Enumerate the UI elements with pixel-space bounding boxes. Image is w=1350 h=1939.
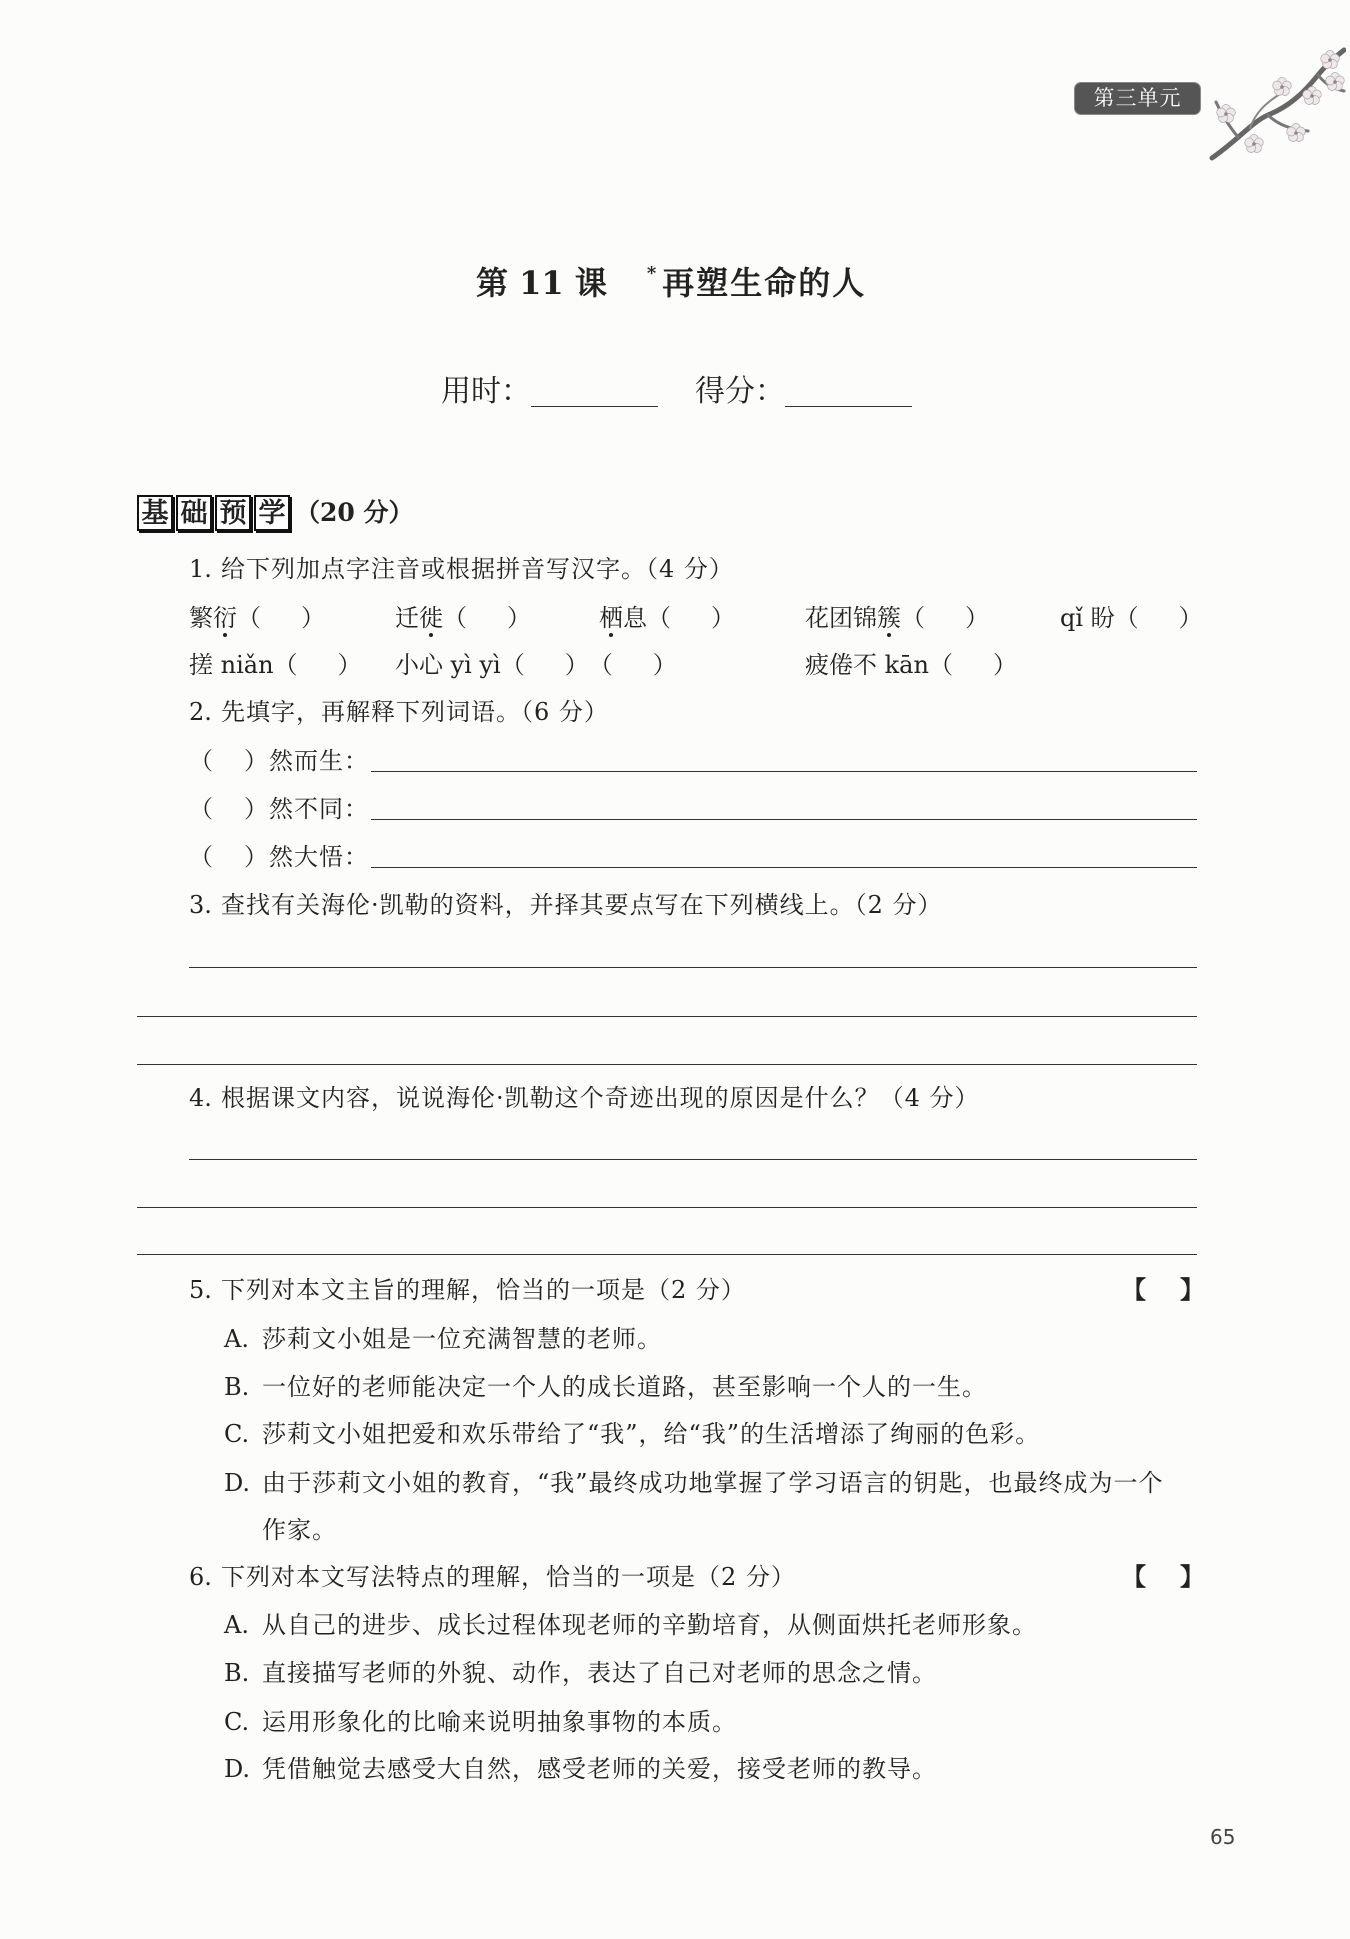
paren-close: ） <box>1178 604 1203 632</box>
q5-option-d-continued: 作家。 <box>262 1516 337 1544</box>
bracket-close: 】 <box>1180 1562 1204 1591</box>
answer-line[interactable] <box>189 967 1197 968</box>
item-text: 小心 yì yì <box>395 651 501 679</box>
section-header <box>137 495 414 531</box>
paren-close: ） <box>507 604 531 632</box>
option-text: 凭借触觉去感受大自然，感受老师的关爱，接受老师的教导。 <box>262 1755 937 1783</box>
paren-close: ） <box>244 795 269 823</box>
idiom-text: 然不同： <box>269 795 369 823</box>
answer-bracket[interactable] <box>1122 1561 1204 1593</box>
q1-item-1 <box>189 602 325 634</box>
paren-open: （ <box>189 747 214 775</box>
option-letter: C. <box>224 1420 250 1448</box>
option-letter: A. <box>224 1325 249 1353</box>
question-3 <box>189 889 943 921</box>
option-text: 运用形象化的比喻来说明抽象事物的本质。 <box>262 1708 737 1736</box>
answer-bracket[interactable] <box>1122 1274 1204 1306</box>
question-text: 先填字，再解释下列词语。（6 分） <box>221 698 609 726</box>
item-text: 迁 <box>395 604 419 632</box>
paren-open: （ <box>500 651 525 679</box>
answer-line[interactable] <box>371 745 1197 772</box>
paren-open: （ <box>647 604 671 632</box>
q5-option-c <box>224 1418 1040 1450</box>
lesson-name: 再塑生命的人 <box>662 264 867 302</box>
bracket-open: 【 <box>1122 1562 1146 1591</box>
score-label: 得分： <box>695 374 785 409</box>
answer-line[interactable] <box>137 1207 1197 1208</box>
item-text: 息 <box>623 604 647 632</box>
q6-option-b <box>224 1657 937 1689</box>
lesson-title <box>476 261 866 305</box>
self-study-mark: * <box>646 263 657 284</box>
dotted-char: 栖 <box>599 604 623 632</box>
question-5 <box>189 1274 746 1306</box>
answer-line[interactable] <box>137 1254 1197 1255</box>
q2-row-1 <box>189 745 1197 777</box>
paren-open: （ <box>901 604 925 632</box>
section-char: 预 <box>215 495 251 531</box>
time-score-row <box>441 372 912 412</box>
time-label: 用时： <box>441 374 531 409</box>
option-letter: B. <box>224 1373 250 1401</box>
item-text: 花团锦 <box>805 604 877 632</box>
paren-open: （ <box>273 651 298 679</box>
q1-item-6 <box>189 649 362 681</box>
option-letter: C. <box>224 1708 250 1736</box>
q6-option-a <box>224 1609 1037 1641</box>
option-letter: A. <box>224 1611 249 1639</box>
q1-item-8 <box>805 649 1017 681</box>
question-number: 3. <box>189 891 212 919</box>
q5-option-b <box>224 1371 987 1403</box>
option-text: 直接描写老师的外貌、动作，表达了自己对老师的思念之情。 <box>262 1659 937 1687</box>
question-number: 5. <box>189 1276 212 1304</box>
question-number: 2. <box>189 698 212 726</box>
dotted-char: 簇 <box>877 604 901 632</box>
option-letter: D. <box>224 1755 251 1783</box>
time-blank[interactable] <box>531 376 658 407</box>
paren-close: ） <box>965 604 989 632</box>
paren-close: ） <box>244 747 269 775</box>
q1-item-4 <box>805 602 989 634</box>
dotted-char: 徙 <box>419 604 443 632</box>
item-text: qǐ 盼 <box>1060 604 1115 632</box>
question-6 <box>189 1561 796 1593</box>
paren-close: ） <box>652 651 677 679</box>
question-text: 给下列加点字注音或根据拼音写汉字。（4 分） <box>221 555 734 583</box>
item-text: 搓 niǎn <box>189 651 274 679</box>
section-char: 学 <box>254 495 290 531</box>
dotted-char: 衍 <box>213 604 237 632</box>
section-char: 基 <box>137 495 173 531</box>
paren-close: ） <box>301 604 325 632</box>
option-text: 莎莉文小姐是一位充满智慧的老师。 <box>262 1325 662 1353</box>
q1-item-2 <box>395 602 531 634</box>
section-points: （20 分） <box>295 498 414 527</box>
score-blank[interactable] <box>785 376 912 407</box>
q6-option-d <box>224 1753 937 1785</box>
question-number: 1. <box>189 555 212 583</box>
paren-close: ） <box>564 651 589 679</box>
item-text: 繁 <box>189 604 213 632</box>
paren-close: ） <box>992 651 1017 679</box>
page-number: 65 <box>1210 1825 1236 1849</box>
question-text: 根据课文内容，说说海伦·凯勒这个奇迹出现的原因是什么？（4 分） <box>221 1084 980 1112</box>
paren-open: （ <box>189 795 214 823</box>
paren-open: （ <box>189 843 214 871</box>
question-4 <box>189 1082 980 1114</box>
q5-option-a <box>224 1323 662 1355</box>
question-2 <box>189 696 609 728</box>
answer-line[interactable] <box>137 1064 1197 1065</box>
answer-line[interactable] <box>371 793 1197 820</box>
option-text: 由于莎莉文小姐的教育，“我”最终成功地掌握了学习语言的钥匙，也最终成为一个 <box>262 1469 1164 1497</box>
option-text: 从自己的进步、成长过程体现老师的辛勤培育，从侧面烘托老师形象。 <box>262 1611 1037 1639</box>
paren-open: （ <box>443 604 467 632</box>
question-text: 查找有关海伦·凯勒的资料，并择其要点写在下列横线上。（2 分） <box>221 891 943 919</box>
option-text: 莎莉文小姐把爱和欢乐带给了“我”，给“我”的生活增添了绚丽的色彩。 <box>262 1420 1041 1448</box>
paren-open: （ <box>1114 604 1139 632</box>
paren-close: ） <box>337 651 362 679</box>
paren-open: （ <box>237 604 261 632</box>
unit-badge: 第三单元 <box>1075 83 1200 114</box>
answer-line[interactable] <box>189 1159 1197 1160</box>
paren-open: （ <box>588 651 613 679</box>
plum-blossom-branch-icon <box>1208 44 1346 166</box>
paren-close: ） <box>711 604 735 632</box>
q1-item-5 <box>1060 602 1203 634</box>
question-text: 下列对本文主旨的理解，恰当的一项是（2 分） <box>221 1276 746 1304</box>
q2-row-2 <box>189 793 1197 825</box>
paren-close: ） <box>244 843 269 871</box>
item-text: 疲倦不 kān <box>805 651 929 679</box>
option-text: 一位好的老师能决定一个人的成长道路，甚至影响一个人的一生。 <box>262 1373 987 1401</box>
question-number: 4. <box>189 1084 212 1112</box>
section-char: 础 <box>176 495 212 531</box>
q2-row-3 <box>189 841 1197 873</box>
answer-line[interactable] <box>137 1016 1197 1017</box>
bracket-open: 【 <box>1122 1275 1146 1304</box>
lesson-number: 第 11 课 <box>476 264 607 302</box>
question-1 <box>189 553 734 585</box>
answer-line[interactable] <box>371 841 1197 868</box>
idiom-text: 然大悟： <box>269 843 369 871</box>
question-text: 下列对本文写法特点的理解，恰当的一项是（2 分） <box>221 1563 796 1591</box>
paren-open: （ <box>928 651 953 679</box>
question-number: 6. <box>189 1563 212 1591</box>
q1-item-7 <box>395 649 677 681</box>
idiom-text: 然而生： <box>269 747 369 775</box>
bracket-close: 】 <box>1180 1275 1204 1304</box>
q5-option-d <box>224 1467 1164 1499</box>
option-letter: D. <box>224 1469 251 1497</box>
q6-option-c <box>224 1706 737 1738</box>
q1-item-3 <box>599 602 735 634</box>
option-letter: B. <box>224 1659 250 1687</box>
